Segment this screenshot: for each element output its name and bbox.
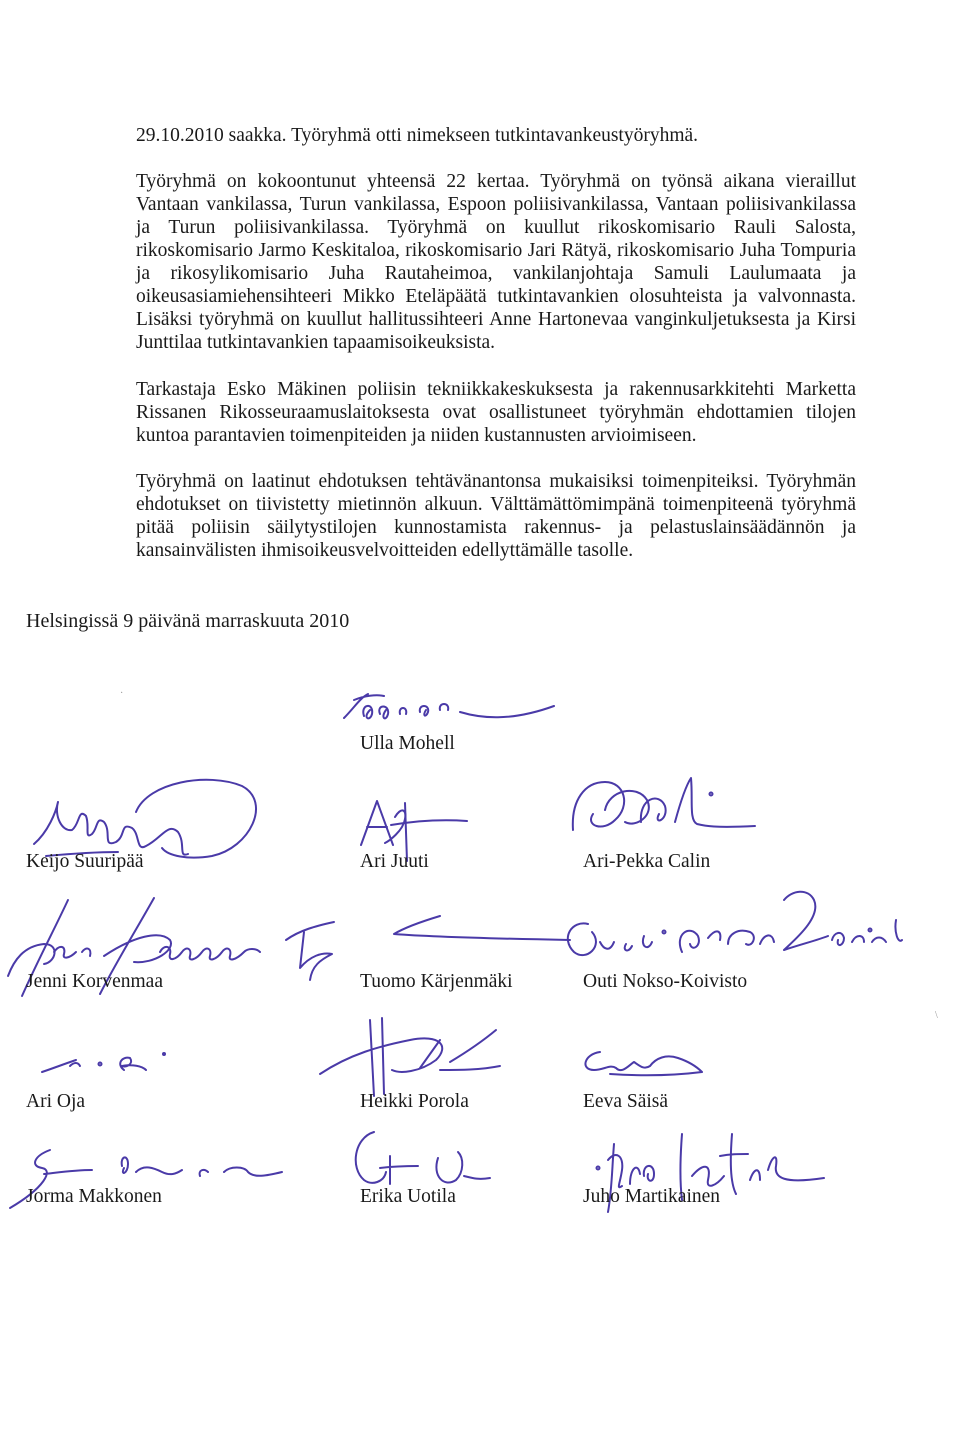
signer-name: Ulla Mohell — [360, 733, 455, 754]
paragraph-proposals: Työryhmä on laatinut ehdotuksen tehtävänantonsa mukaisiksi toimenpiteiksi. Työryhmän ehdotukset on tiivistetty mietinnön alkuun. Välttämättömimpänä toimenpiteenä työryhmä pitää poliisin säilytystilojen kunnostamista rakennus- ja pelastuslainsäädännön ja kansainvälisten ihmisoikeusvelvoitteiden edellyttämälle tasolle. — [136, 471, 856, 561]
signature-tuomo-karjenmaki — [380, 908, 580, 948]
signer-name: Ari-Pekka Calin — [583, 851, 711, 872]
signer-name: Heikki Porola — [360, 1091, 469, 1112]
signature-heikki-porola — [300, 1010, 515, 1100]
signer-name: Jorma Makkonen — [26, 1186, 162, 1207]
signer-name: Jenni Korvenmaa — [26, 971, 163, 992]
signer-name: Keijo Suuripää — [26, 851, 144, 872]
scan-speck: \ — [935, 1010, 938, 1021]
paragraph-meetings: Työryhmä on kokoontunut yhteensä 22 kertaa. Työryhmä on työnsä aikana vieraillut Vantaan vankilassa, Turun vankilassa, Espoon poliisivankilassa, Vantaan poliisivankilassa ja Turun poliisivankilassa. Työryhmä on kuullut rikoskomisario Rauli Salosta, rikoskomisario Jarmo Keskitaloa, rikoskomisario Jari Rätyä, rikoskomisario Juha Tompuria ja rikosylikomisario Juha Rautaheimoa, vankilanjohtaja Samuli Laulumaata ja oikeusasiamiehensihteeri Mikko Eteläpäätä tutkintavankien olosuhteista ja valvonnasta. Lisäksi työryhmä on kuullut hallitussihteeri Anne Hartonevaa vanginkuljetuksesta ja Kirsi Junttilaa tutkintavankien tapaamisoikeuksista. — [136, 171, 856, 353]
signer-name: Juho Martikainen — [583, 1186, 721, 1207]
signature-ari-pekka-calin — [565, 770, 765, 850]
signer-name: Outi Nokso-Koivisto — [583, 971, 748, 992]
signature-eeva-saisa — [570, 1040, 720, 1085]
paragraph-intro: 29.10.2010 saakka. Työryhmä otti nimekseen tutkintavankeustyöryhmä. — [136, 125, 699, 146]
signer-name: Ari Oja — [26, 1091, 86, 1112]
paragraph-experts: Tarkastaja Esko Mäkinen poliisin tekniikkakeskuksesta ja rakennusarkkitehti Marketta Rissanen Rikosseuraamuslaitoksesta ovat osallistuneet työryhmän ehdottamien tilojen kuntoa parantavien toimenpiteiden ja niiden kustannusten arvioimiseen. — [136, 379, 856, 446]
signature-outi-nokso-koivisto — [552, 880, 912, 970]
signer-name: Tuomo Kärjenmäki — [360, 971, 513, 992]
place-and-date: Helsingissä 9 päivänä marraskuuta 2010 — [26, 610, 350, 632]
scan-speck: · — [120, 688, 124, 699]
signer-name: Ari Juuti — [360, 851, 429, 872]
signer-name: Eeva Säisä — [583, 1091, 669, 1112]
signature-ulla-mohell — [340, 688, 570, 738]
signature-ari-oja — [38, 1040, 188, 1085]
signer-name: Erika Uotila — [360, 1186, 456, 1207]
